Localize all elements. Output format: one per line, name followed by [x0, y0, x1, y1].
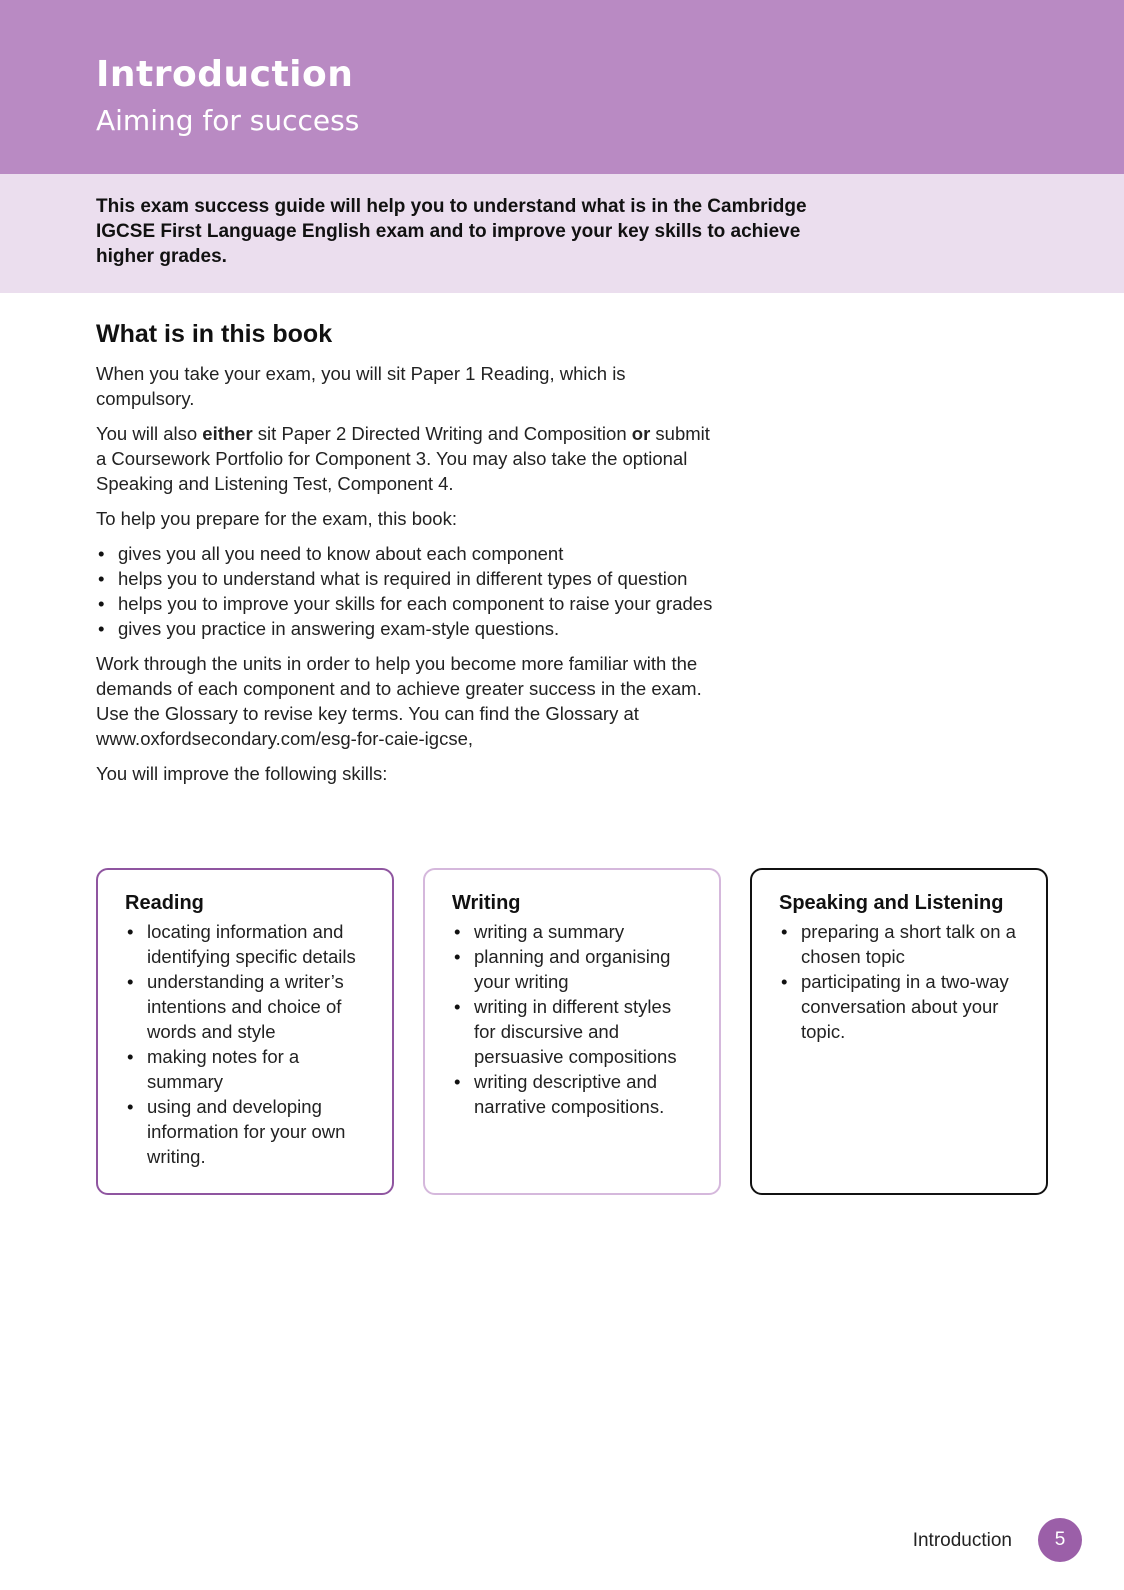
page-title: Introduction	[96, 54, 354, 95]
reading-box	[96, 868, 394, 1195]
paragraph-4: Work through the units in order to help you become more familiar with the demands of each component and to achieve greater success in the exam. Use the Glossary to revise key terms. You can find the Glossary at www.oxfordsecondary.com/esg-for-caie-igcse,	[96, 653, 702, 749]
list-item: • making notes for a summary	[125, 1044, 368, 1094]
speaking-box-title: Speaking and Listening	[779, 892, 1004, 914]
paragraph-5: You will improve the following skills:	[96, 763, 388, 784]
skills-boxes	[96, 868, 1050, 1195]
paragraph-2-text-2: sit Paper 2 Directed Writing and Composition	[252, 423, 632, 444]
page-subtitle: Aiming for success	[96, 104, 360, 137]
paragraph-3: To help you prepare for the exam, this book:	[96, 508, 457, 529]
list-item: • writing a summary	[452, 919, 695, 944]
page-number-badge: 5	[1038, 1518, 1082, 1562]
list-item: • participating in a two-way conversation about your topic.	[779, 969, 1022, 1044]
list-item: • gives you all you need to know about each component	[96, 541, 716, 566]
writing-skills-list	[452, 919, 695, 1119]
page-header	[0, 0, 1124, 174]
list-item: • using and developing information for your own writing.	[125, 1094, 368, 1169]
list-item: • preparing a short talk on a chosen topic	[779, 919, 1022, 969]
list-item: • helps you to understand what is required in different types of question	[96, 566, 716, 591]
intro-band	[0, 174, 1124, 293]
speaking-listening-box	[750, 868, 1048, 1195]
reading-skills-list	[125, 919, 368, 1169]
paragraph-2-text-1: You will also	[96, 423, 203, 444]
paragraph-2-bold-or: or	[631, 423, 651, 444]
paragraph-2-text-3: submit a Coursework Portfolio for Component 3. You may also take the optional Speaking and Listening Test, Component 4.	[96, 423, 710, 494]
list-item: • planning and organising your writing	[452, 944, 695, 994]
list-item: • understanding a writer’s intentions and choice of words and style	[125, 969, 368, 1044]
paragraph-2-bold-either: either	[202, 423, 253, 444]
book-features-list	[96, 541, 716, 641]
list-item: • locating information and identifying specific details	[125, 919, 368, 969]
speaking-skills-list	[779, 919, 1022, 1044]
list-item: • writing in different styles for discursive and persuasive compositions	[452, 994, 695, 1069]
list-item: • writing descriptive and narrative compositions.	[452, 1069, 695, 1119]
list-item: • helps you to improve your skills for each component to raise your grades	[96, 591, 716, 616]
paragraph-2	[96, 421, 716, 496]
paragraph-1: When you take your exam, you will sit Paper 1 Reading, which is compulsory.	[96, 363, 626, 409]
footer-section-label: Introduction	[912, 1530, 1012, 1551]
section-heading: What is in this book	[96, 320, 333, 348]
main-content	[96, 320, 716, 796]
writing-box-title: Writing	[452, 892, 521, 914]
writing-box	[423, 868, 721, 1195]
reading-box-title: Reading	[125, 892, 204, 914]
list-item: • gives you practice in answering exam-style questions.	[96, 616, 716, 641]
intro-text: This exam success guide will help you to understand what is in the Cambridge IGCSE First Language English exam and to improve your key skills to achieve higher grades.	[96, 196, 807, 267]
